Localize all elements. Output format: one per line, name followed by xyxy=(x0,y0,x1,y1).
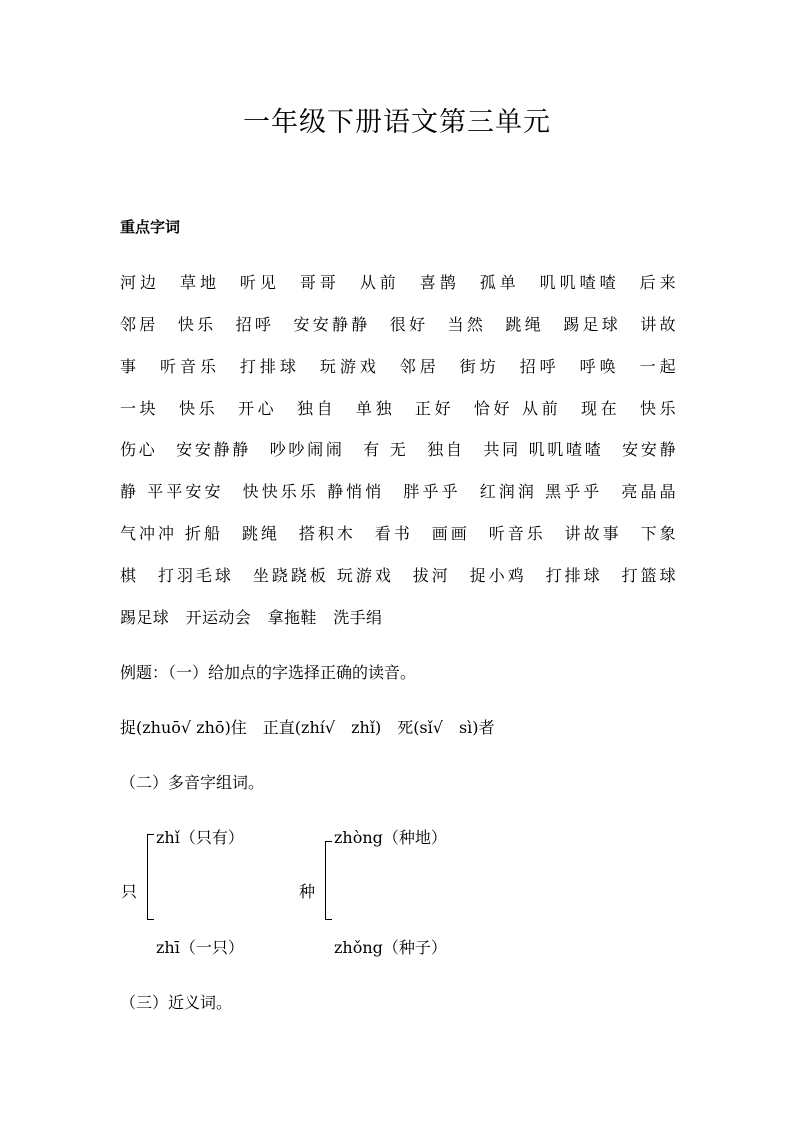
part-three-heading: （三）近义词。 xyxy=(120,993,233,1012)
example-pinyin-line: 捉(zhuō√ zhō)住 正直(zhí√ zhǐ) 死(sǐ√ sì)者 xyxy=(120,718,495,737)
vocab-line: 踢足球 开运动会 拿拖鞋 洗手绢 xyxy=(120,608,383,627)
vocab-line: 棋 打羽毛球 坐跷跷板 玩游戏 拔河 捉小鸡 打排球 打篮球 xyxy=(120,566,676,585)
vocab-line: 河边 草地 听见 哥哥 从前 喜鹊 孤单 叽叽喳喳 后来 xyxy=(120,273,676,292)
polyphone-char-zhong: 种 xyxy=(299,882,316,901)
polyphone-char-zhi: 只 xyxy=(121,882,138,901)
polyphone-zhi-reading-2: zhī（一只） xyxy=(156,938,244,957)
left-brace xyxy=(147,834,154,920)
polyphone-zhong-reading-2: zhǒng（种子） xyxy=(334,938,447,957)
part-two-heading: （二）多音字组词。 xyxy=(120,773,265,792)
left-brace xyxy=(325,841,332,920)
polyphone-zhong-reading-1: zhòng（种地） xyxy=(334,828,447,847)
example-intro: 例题：（一）给加点的字选择正确的读音。 xyxy=(120,663,417,682)
vocab-line: 一块 快乐 开心 独自 单独 正好 恰好 从前 现在 快乐 xyxy=(120,399,676,418)
section-heading: 重点字词 xyxy=(120,218,181,236)
vocab-line: 气冲冲 折船 跳绳 搭积木 看书 画画 听音乐 讲故事 下象 xyxy=(120,524,676,543)
vocab-line: 邻居 快乐 招呼 安安静静 很好 当然 跳绳 踢足球 讲故 xyxy=(120,315,676,334)
vocab-line: 伤心 安安静静 吵吵闹闹 有 无 独自 共同 叽叽喳喳 安安静 xyxy=(120,440,676,459)
vocab-line: 事 听音乐 打排球 玩游戏 邻居 街坊 招呼 呼唤 一起 xyxy=(120,357,676,376)
vocab-line: 静 平平安安 快快乐乐 静悄悄 胖乎乎 红润润 黑乎乎 亮晶晶 xyxy=(120,482,676,501)
polyphone-zhi-reading-1: zhǐ（只有） xyxy=(156,828,244,847)
page-title: 一年级下册语文第三单元 xyxy=(243,107,551,138)
